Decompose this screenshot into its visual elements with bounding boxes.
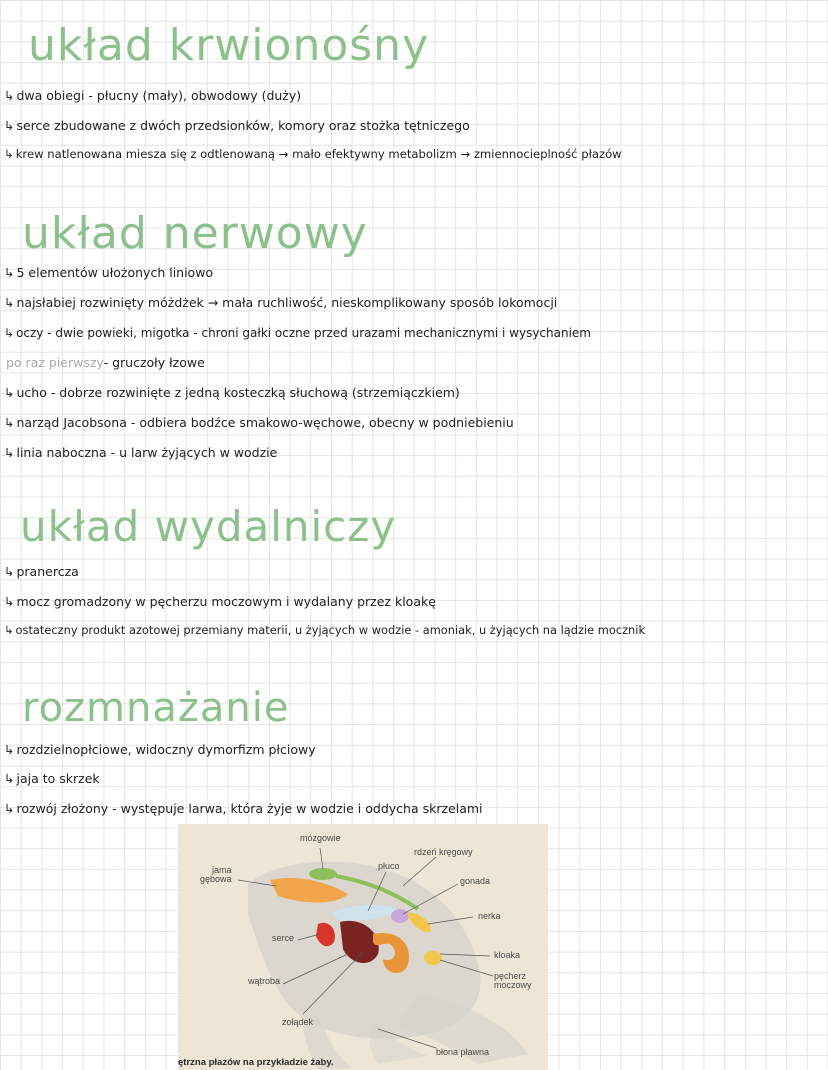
list-item — [4, 625, 645, 636]
list-item-text: pranercza — [16, 564, 79, 579]
list-item-text: jaja to skrzek — [16, 771, 100, 786]
list-item-text: serce zbudowane z dwóch przedsionków, komory oraz stożka tętniczego — [16, 118, 470, 133]
list-item — [4, 447, 277, 460]
arrow-icon: ↳ — [4, 564, 15, 579]
list-item-text: linia naboczna - u larw żyjących w wodzie — [16, 445, 278, 460]
list-item — [4, 297, 557, 310]
list-item-text: 5 elementów ułożonych liniowo — [16, 265, 214, 280]
arrow-icon: ↳ — [4, 771, 15, 786]
list-item — [4, 267, 213, 280]
arrow-icon: ↳ — [4, 295, 15, 310]
list-item — [4, 773, 100, 786]
figure-caption: ętrzna płazów na przykładzie żaby. — [178, 1057, 334, 1068]
list-item-text: ucho - dobrze rozwinięte z jedną kosteczką słuchową (strzemiączkiem) — [16, 385, 460, 400]
label-nerka: nerka — [478, 911, 501, 921]
list-item — [4, 566, 79, 579]
arrow-icon: ↳ — [4, 623, 14, 637]
list-item-text: najsłabiej rozwinięty móżdżek → mała ruchliwość, nieskomplikowany sposób lokomocji — [16, 295, 558, 310]
label-pluco: płuco — [378, 861, 400, 871]
label-zoladek: żołądek — [282, 1017, 314, 1027]
label-blona-plawna: błona pławna — [436, 1047, 490, 1057]
arrow-icon: ↳ — [4, 801, 15, 816]
arrow-icon: ↳ — [4, 326, 15, 340]
list-item — [4, 357, 205, 370]
list-item-text: rozdzielnopłciowe, widoczny dymorfizm płciowy — [16, 742, 316, 757]
heading-uklad-wydalniczy: układ wydalniczy — [20, 502, 397, 551]
brain-shape — [309, 868, 337, 880]
list-item-text: ostateczny produkt azotowej przemiany materii, u żyjących w wodzie - amoniak, u żyjących na lądzie mocznik — [15, 623, 646, 637]
list-item — [4, 120, 470, 133]
list-item-text: krew natlenowana miesza się z odtlenowaną → mało efektywny metabolizm → zmiennocieplność płazów — [15, 147, 622, 161]
list-item — [4, 149, 622, 161]
label-gonada: gonada — [460, 876, 491, 886]
arrow-icon: ↳ — [4, 594, 15, 609]
list-item-text: mocz gromadzony w pęcherzu moczowym i wydalany przez kloakę — [16, 594, 436, 609]
list-item-text: rozwój złożony - występuje larwa, która żyje w wodzie i oddycha skrzelami — [16, 801, 483, 816]
list-item-text: - gruczoły łzowe — [103, 355, 205, 370]
arrow-icon: ↳ — [4, 445, 15, 460]
bladder-shape — [424, 951, 442, 965]
list-item-text: oczy - dwie powieki, migotka - chroni gałki oczne przed urazami mechanicznymi i wysychaniem — [16, 326, 591, 340]
heading-uklad-nerwowy: układ nerwowy — [22, 208, 368, 259]
list-item — [4, 387, 460, 400]
frog-anatomy-figure — [178, 824, 548, 1070]
label-mozgowie: mózgowie — [300, 833, 341, 843]
list-item-text: dwa obiegi - płucny (mały), obwodowy (duży) — [16, 88, 302, 103]
list-item — [4, 744, 316, 757]
list-item — [4, 803, 483, 816]
label-rdzen-kregowy: rdzeń kręgowy — [414, 847, 473, 857]
frog-diagram — [178, 824, 548, 1070]
list-item — [4, 90, 301, 103]
gonad-shape — [391, 909, 409, 923]
list-item — [4, 327, 591, 339]
arrow-icon: ↳ — [4, 88, 15, 103]
list-item-text: narząd Jacobsona - odbiera bodźce smakowo-węchowe, obecny w podniebieniu — [16, 415, 514, 430]
arrow-icon: ↳ — [4, 265, 15, 280]
arrow-icon: ↳ — [4, 118, 15, 133]
label-jama-gebowa: jama gębowa — [200, 865, 232, 885]
first-time-prefix: po raz pierwszy — [6, 355, 104, 370]
arrow-icon: ↳ — [4, 385, 15, 400]
arrow-icon: ↳ — [4, 147, 14, 161]
label-serce: serce — [272, 933, 295, 943]
label-kloaka: kloaka — [494, 950, 521, 960]
arrow-icon: ↳ — [4, 415, 15, 430]
arrow-icon: ↳ — [4, 742, 15, 757]
label-pecherz-moczowy: pęcherz moczowy — [494, 971, 532, 991]
list-item — [4, 417, 514, 430]
heading-uklad-krwionosny: układ krwionośny — [28, 20, 430, 71]
list-item — [4, 596, 436, 609]
label-watroba: wątroba — [248, 976, 281, 986]
heading-rozmnazanie: rozmnażanie — [22, 685, 290, 731]
